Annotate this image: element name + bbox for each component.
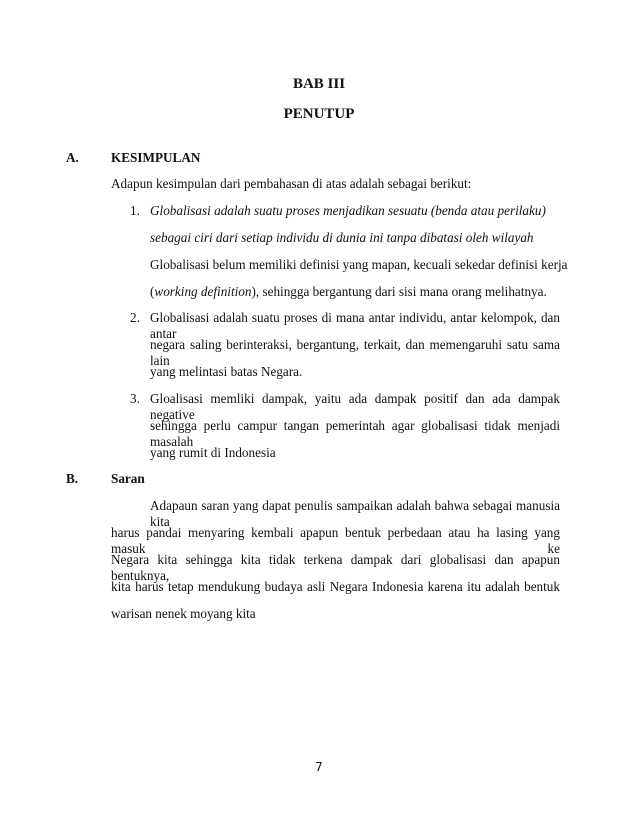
- paragraph-line: kita harus tetap mendukung budaya asli Negara Indonesia karena itu adalah bentuk: [111, 579, 560, 594]
- section-b-marker: B.: [66, 471, 79, 486]
- list-item-1-line: sebagai ciri dari setiap individu di dunia ini tanpa dibatasi oleh wilayah: [150, 230, 534, 245]
- section-a-intro: Adapun kesimpulan dari pembahasan di atas adalah sebagai berikut:: [111, 176, 472, 191]
- list-item-2-line: negara saling berinteraksi, bergantung, terkait, dan memengaruhi satu sama lain: [150, 337, 560, 368]
- list-item-2-number: 2.: [130, 310, 140, 325]
- list-item-1-line: [150, 284, 547, 300]
- paragraph-line: Adapaun saran yang dapat penulis sampaikan adalah bahwa sebagai manusia kita: [150, 498, 560, 529]
- list-item-2-line: yang melintasi batas Negara.: [150, 364, 303, 379]
- paragraph-line: Negara kita sehingga kita tidak terkena dampak dari globalisasi dan apapun bentuknya,: [111, 552, 560, 583]
- section-a-marker: A.: [66, 150, 79, 165]
- list-item-3-line: sehingga perlu campur tangan pemerintah agar globalisasi tidak menjadi masalah: [150, 418, 560, 449]
- list-item-3-line: Gloalisasi memliki dampak, yaitu ada dampak positif dan ada dampak negative: [150, 391, 560, 422]
- list-item-1-number: 1.: [130, 203, 140, 218]
- paragraph-line: warisan nenek moyang kita: [111, 606, 256, 621]
- section-b-heading: Saran: [111, 471, 145, 486]
- chapter-number: BAB III: [292, 76, 346, 92]
- section-a-heading: KESIMPULAN: [111, 150, 201, 165]
- list-item-2-line: Globalisasi adalah suatu proses di mana antar individu, antar kelompok, dan antar: [150, 310, 560, 341]
- paragraph-line: harus pandai menyaring kembali apapun bentuk perbedaan atau ha lasing yang masuk ke: [111, 525, 560, 556]
- italic-term: working definition: [154, 284, 252, 299]
- chapter-title: PENUTUP: [283, 106, 355, 122]
- list-item-1-line: Globalisasi adalah suatu proses menjadikan sesuatu (benda atau perilaku): [150, 203, 546, 218]
- list-item-3-number: 3.: [130, 391, 140, 406]
- list-item-3-line: yang rumit di Indonesia: [150, 445, 276, 460]
- paren-open: (: [150, 284, 155, 299]
- list-item-1-line: Globalisasi belum memiliki definisi yang mapan, kecuali sekedar definisi kerja: [150, 257, 568, 272]
- line-rest: ), sehingga bergantung dari sisi mana orang melihatnya.: [251, 284, 547, 299]
- page-number: 7: [315, 760, 323, 774]
